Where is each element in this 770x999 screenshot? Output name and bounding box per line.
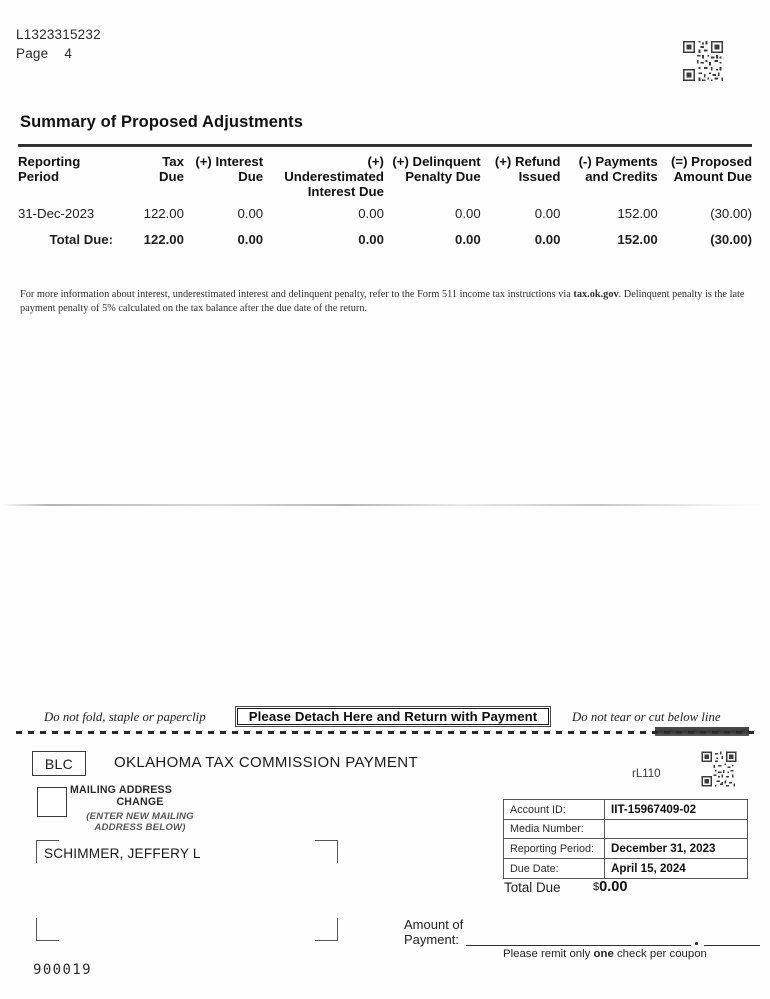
qr-code-icon xyxy=(700,750,738,788)
detach-dashed-line xyxy=(16,731,756,734)
label-reporting-period: Reporting Period: xyxy=(504,839,605,859)
value-reporting-period: December 31, 2023 xyxy=(605,839,748,859)
column-header-proposed-amount-due: (=) Proposed Amount Due xyxy=(671,154,752,184)
taxpayer-name: SCHIMMER, JEFFERY L xyxy=(44,846,201,861)
cell-interest-due: 0.00 xyxy=(237,206,264,221)
account-info-table xyxy=(503,799,748,879)
cell-total-label: Total Due: xyxy=(49,232,114,247)
column-header-tax-due: Tax Due xyxy=(159,154,184,184)
mailing-address-change-hint: (ENTER NEW MAILING ADDRESS BELOW) xyxy=(86,811,194,833)
currency-symbol: $ xyxy=(593,881,600,893)
footnote-part-2: . Delinquent penalty is the late payment penalty of 5% calculated on the tax balance after the due date of the return. xyxy=(20,289,745,314)
summary-table xyxy=(18,152,752,251)
micr-line: 900019 xyxy=(33,962,92,978)
cell-underestimated-interest-due: 0.00 xyxy=(358,206,384,221)
table-row xyxy=(504,859,748,879)
coupon-title: OKLAHOMA TAX COMMISSION PAYMENT xyxy=(114,754,418,771)
page-number-label: Page xyxy=(16,46,49,61)
cell-delinquent-penalty-due: 0.00 xyxy=(455,206,481,221)
cell-refund-issued: 0.00 xyxy=(534,206,561,221)
scan-smudge-artifact xyxy=(655,727,749,736)
cell-payments-and-credits: 152.00 xyxy=(617,206,658,221)
column-header-delinquent-penalty-due: (+) Delinquent Penalty Due xyxy=(392,154,481,184)
detach-note-right: Do not tear or cut below line xyxy=(572,710,721,724)
coupon-total-due-value xyxy=(593,879,628,895)
amount-of-payment-label: Amount of Payment: xyxy=(404,917,464,947)
detach-instruction-text: Please Detach Here and Return with Payment xyxy=(237,708,549,725)
column-header-reporting-period: Reporting Period xyxy=(18,154,81,184)
value-media-number xyxy=(605,820,748,839)
qr-code-icon xyxy=(681,39,725,83)
amount-of-payment-dollars-field[interactable] xyxy=(466,945,691,946)
table-row xyxy=(504,839,748,859)
cell-tax-due: 122.00 xyxy=(143,206,184,221)
cell-total-delinquent-penalty-due: 0.00 xyxy=(455,232,481,247)
blc-code-box: BLC xyxy=(32,751,86,776)
table-row xyxy=(18,203,752,225)
column-header-underestimated-interest-due: (+) Underestimated Interest Due xyxy=(284,154,384,199)
cell-total-proposed-amount-due: (30.00) xyxy=(710,232,752,247)
column-header-interest-due: (+) Interest Due xyxy=(195,154,264,184)
amount-of-payment-cents-field[interactable] xyxy=(704,945,760,946)
table-row xyxy=(504,800,748,820)
footnote-part-1: For more information about interest, underestimated interest and delinquent penalty, refer to the Form 511 income tax instructions via xyxy=(20,289,574,300)
column-header-payments-and-credits: (-) Payments and Credits xyxy=(578,154,658,184)
column-header-refund-issued: (+) Refund Issued xyxy=(494,154,561,184)
page-number-value: 4 xyxy=(64,46,73,61)
coupon-form-code: rL110 xyxy=(632,768,661,780)
coupon-total-due-label: Total Due xyxy=(504,880,561,895)
total-due-amount: 0.00 xyxy=(599,879,628,895)
cell-total-tax-due: 122.00 xyxy=(143,232,184,247)
remit-instruction-note: Please remit only one check per coupon xyxy=(503,948,707,960)
table-total-row xyxy=(18,225,752,251)
cell-total-underestimated-interest-due: 0.00 xyxy=(358,232,384,247)
address-corner-mark-top-right xyxy=(315,840,338,863)
cell-total-interest-due: 0.00 xyxy=(237,232,264,247)
detach-instruction-box xyxy=(235,706,551,727)
title-divider xyxy=(18,144,752,147)
label-media-number: Media Number: xyxy=(504,820,605,839)
value-account-id: IIT-15967409-02 xyxy=(605,800,748,820)
table-row xyxy=(504,820,748,839)
footnote-text xyxy=(20,288,750,316)
cell-reporting-period: 31-Dec-2023 xyxy=(18,206,95,221)
cell-total-payments-and-credits: 152.00 xyxy=(617,232,658,247)
page-number xyxy=(16,46,72,61)
value-due-date: April 15, 2024 xyxy=(605,859,748,879)
cell-total-refund-issued: 0.00 xyxy=(534,232,561,247)
mailing-address-change-label: MAILING ADDRESS CHANGE xyxy=(70,784,173,808)
detach-note-left: Do not fold, staple or paperclip xyxy=(44,710,206,724)
address-corner-mark-bottom-right xyxy=(315,918,338,941)
scan-artifact-line xyxy=(2,504,766,506)
cell-proposed-amount-due: (30.00) xyxy=(710,206,752,221)
label-account-id: Account ID: xyxy=(504,800,605,820)
address-corner-mark-bottom-left xyxy=(36,918,59,941)
footnote-link: tax.ok.gov xyxy=(573,289,619,300)
table-header-row xyxy=(18,152,752,203)
page-title: Summary of Proposed Adjustments xyxy=(20,113,304,131)
decimal-point-mark xyxy=(695,942,698,945)
document-id: L1323315232 xyxy=(16,27,101,42)
label-due-date: Due Date: xyxy=(504,859,605,879)
